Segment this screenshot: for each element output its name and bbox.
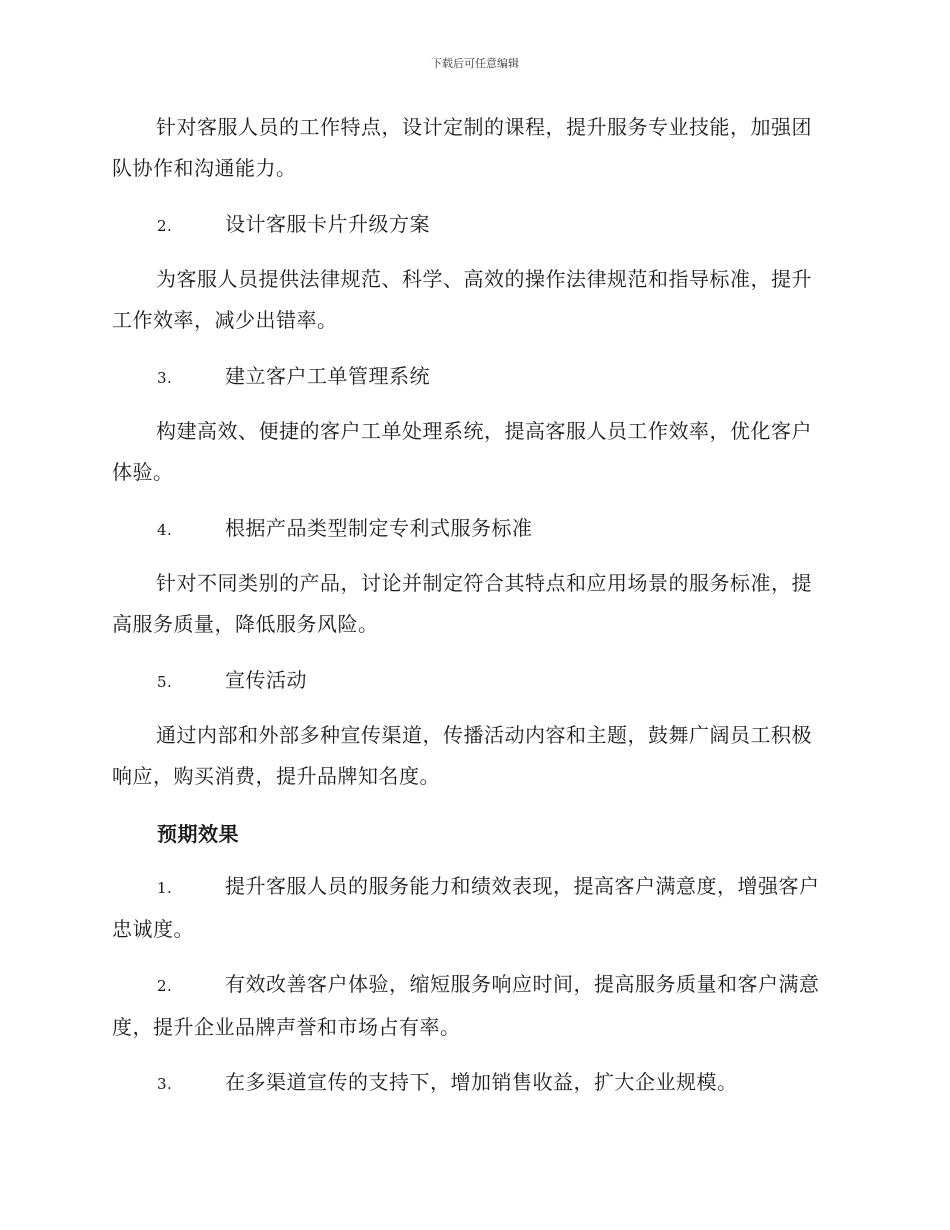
- list-item-description: 针对不同类别的产品，讨论并制定符合其特点和应用场景的服务标准，提高服务质量，降低服务风险。: [112, 571, 812, 636]
- list-item-text: 设计客服卡片升级方案: [225, 212, 430, 236]
- list-item-text: 有效改善客户体验，缩短服务响应时间，提高服务质量和客户满意度，提升企业品牌声誉和市场占有率。: [112, 972, 820, 1039]
- list-item-title: [157, 514, 533, 544]
- result-item: [112, 964, 832, 1048]
- list-item-number: 2.: [157, 217, 173, 235]
- list-item-number: 3.: [157, 369, 173, 387]
- list-item-text: 提升客服人员的服务能力和绩效表现，提高客户满意度，增强客户忠诚度。: [112, 874, 820, 941]
- list-item-text: 根据产品类型制定专利式服务标准: [225, 516, 533, 540]
- list-item-description: 为客服人员提供法律规范、科学、高效的操作法律规范和指导标准，提升工作效率，减少出错率。: [112, 267, 812, 332]
- list-item-number: 1.: [157, 879, 173, 897]
- list-item-number: 2.: [157, 977, 173, 995]
- list-item-text: 在多渠道宣传的支持下，增加销售收益，扩大企业规模。: [225, 1070, 738, 1094]
- list-item-number: 4.: [157, 521, 173, 539]
- list-item-number: 3.: [157, 1075, 173, 1093]
- intro-paragraph: 针对客服人员的工作特点，设计定制的课程，提升服务专业技能，加强团队协作和沟通能力。: [112, 115, 812, 180]
- result-item: [112, 1062, 832, 1105]
- list-item-title: [157, 210, 430, 240]
- list-item-text: 建立客户工单管理系统: [225, 364, 430, 388]
- section-heading: 预期效果: [157, 822, 239, 846]
- list-item-text: 宣传活动: [225, 668, 307, 692]
- result-item: [112, 866, 832, 950]
- list-item-title: [157, 362, 430, 392]
- list-item-number: 5.: [157, 673, 173, 691]
- header-note: 下载后可任意编辑: [431, 57, 519, 70]
- list-item-description: 构建高效、便捷的客户工单处理系统，提高客服人员工作效率，优化客户体验。: [112, 419, 812, 484]
- list-item-description: 通过内部和外部多种宣传渠道，传播活动内容和主题，鼓舞广阔员工积极响应，购买消费，提升品牌知名度。: [112, 723, 812, 788]
- list-item-title: [157, 666, 307, 696]
